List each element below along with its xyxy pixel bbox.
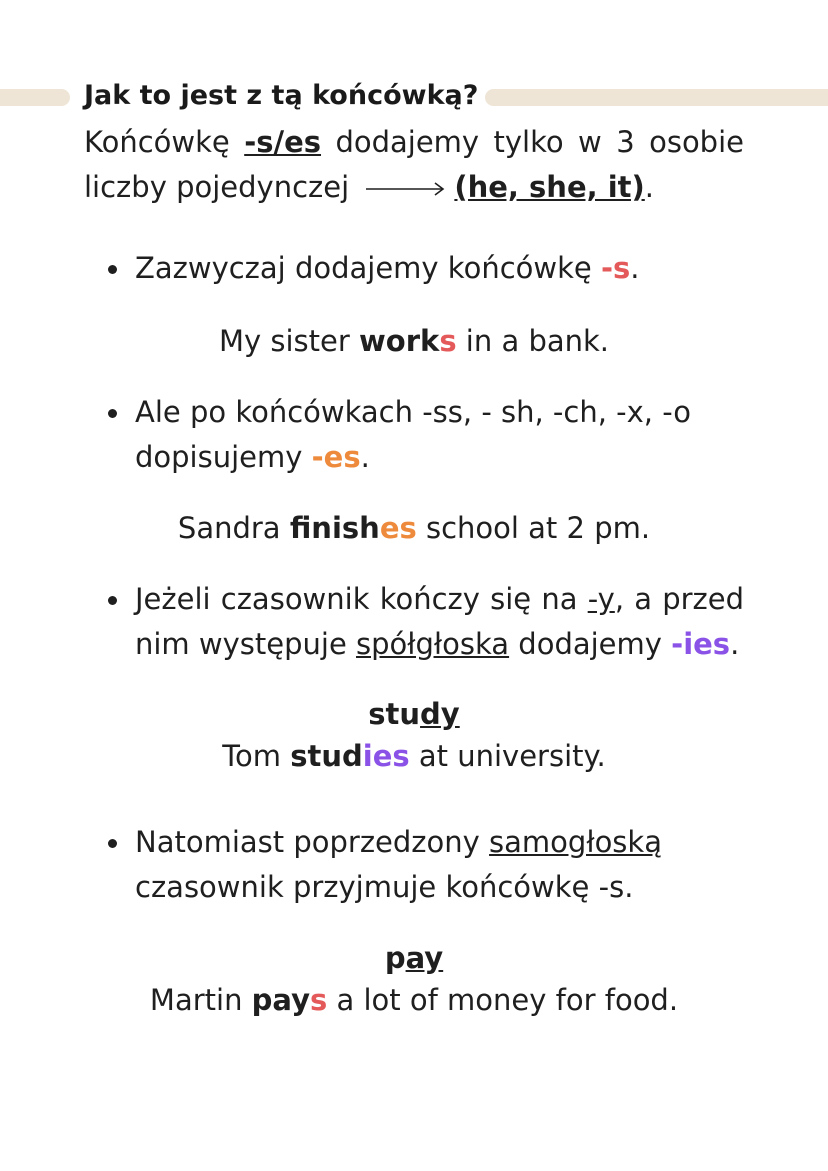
rule-period: . [630,251,640,285]
rule-ending: -s [600,251,631,285]
example-after: school at 2 pm. [425,511,651,545]
rule-period: . [730,627,740,661]
rule-y-ending: -y [587,582,615,616]
verb-mark: dy [420,697,460,731]
example-sentence-ies [0,735,828,777]
example-after: in a bank. [465,324,610,358]
rule-ending: -ies [671,627,731,661]
intro-period: . [644,170,655,204]
example-verb-pay [0,937,828,979]
example-verb [290,739,409,773]
rule-text: Zazwyczaj dodajemy końcówkę [135,251,592,285]
example-verb-stem: finish [289,511,380,545]
intro-ending: -s/es [244,125,322,159]
intro-text-end: dodajemy tylko w 3 osobie liczby pojedynczej [84,125,744,204]
rule-text-a: Jeżeli czasownik kończy się na [135,582,578,616]
verb-mark: ay [405,941,444,975]
example-verb-stem: pay [251,983,311,1017]
rule-text-b: czasownik przyjmuje końcówkę -s. [135,870,634,904]
example-verb [252,983,328,1017]
example-verb-suffix: s [310,983,328,1017]
example-verb [290,511,417,545]
example-verb-stem: work [359,324,440,358]
rule-item-s [135,246,744,291]
rule-text: Ale po końcówkach -ss, - sh, -ch, -x, -o dopisujemy [135,395,691,474]
rule-item-ies [135,577,744,667]
arrow-right-icon [366,182,446,196]
example-after: a lot of money for food. [336,983,679,1017]
rule-text-b: , a przed nim występuje [135,582,745,661]
intro-text-start: Końcówkę [84,125,230,159]
example-before: Martin [149,983,243,1017]
verb-start: p [384,941,406,975]
example-after: at university. [418,739,606,773]
example-verb-study [0,693,828,735]
intro-pronouns: (he, she, it) [454,170,645,204]
example-verb-suffix: s [439,324,457,358]
example-sentence-es [0,507,828,549]
rule-text-a: Natomiast poprzedzony [135,825,480,859]
rule-ending: -es [311,440,361,474]
example-verb [359,324,457,358]
example-verb-stem: stud [290,739,363,773]
heading-bar-right [485,89,828,106]
rule-consonant: spółgłoska [356,627,510,661]
rule-period: . [360,440,370,474]
page-title: Jak to jest z tą końcówką? [84,80,479,111]
example-before: Sandra [177,511,281,545]
verb-stem: stu [368,697,421,731]
heading-bar-left [0,89,70,106]
example-sentence-s [0,320,828,362]
rule-item-es [135,390,695,480]
example-before: My sister [218,324,350,358]
rule-item-vowel [135,820,675,910]
example-sentence-pay [0,979,828,1021]
intro-paragraph [84,120,744,210]
rule-text-c: dodajemy [518,627,662,661]
example-verb-suffix: ies [362,739,410,773]
example-verb-suffix: es [379,511,417,545]
rule-vowel: samogłoską [489,825,662,859]
example-before: Tom [222,739,282,773]
